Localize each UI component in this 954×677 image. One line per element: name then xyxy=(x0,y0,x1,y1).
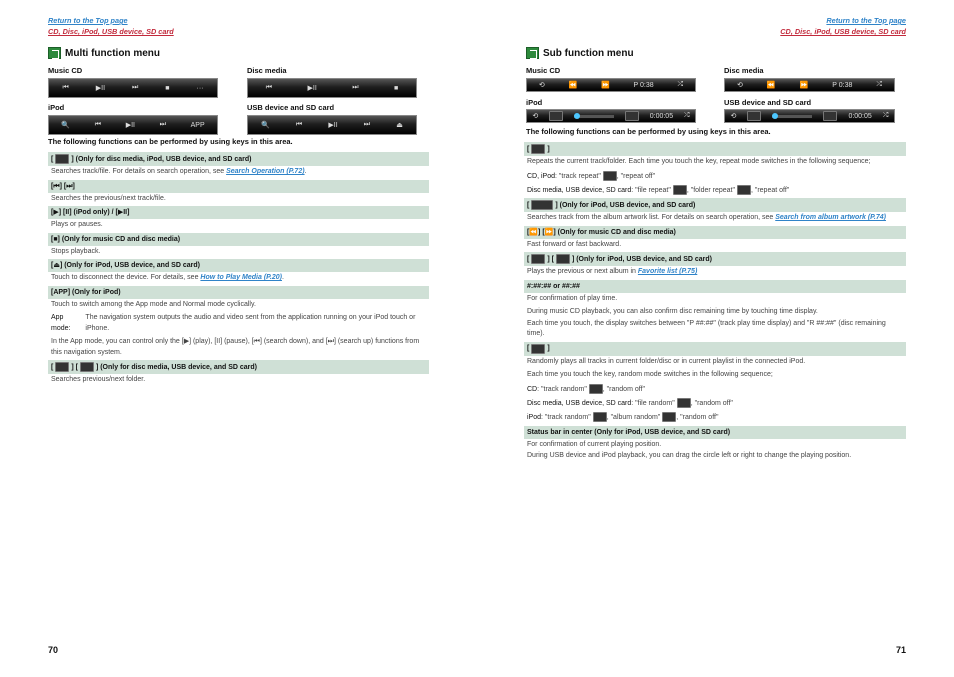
repeat-icon[interactable]: ⟲ xyxy=(532,113,539,120)
intro-right: The following functions can be performed by using keys in this area. xyxy=(526,127,771,136)
album-list-icon xyxy=(531,200,553,210)
status-bar[interactable] xyxy=(772,115,812,118)
file-repeat-icon xyxy=(673,185,687,195)
rewind-icon[interactable]: ⏪ xyxy=(766,82,776,89)
music-cd-subbar xyxy=(526,78,696,92)
album-random-icon xyxy=(662,412,676,422)
right-sections xyxy=(524,142,906,464)
label-music-cd: Music CD xyxy=(48,66,83,75)
rewind-icon[interactable]: ⏪ xyxy=(568,82,578,89)
book-icon xyxy=(48,47,61,59)
repeat-icon[interactable]: ⟲ xyxy=(730,113,737,120)
section-folder: [ ] [ ] (Only for disc media, USB device, and SD card) Searches previous/next folder. xyxy=(48,360,429,388)
music-cd-bar xyxy=(48,78,218,98)
repeat-icon[interactable]: ⟲ xyxy=(736,82,743,89)
prev-icon[interactable]: ⏮ xyxy=(94,121,102,128)
label-usb-sd: USB device and SD card xyxy=(724,98,812,107)
section-play-pause: [▶] [II] (iPod only) / [▶II] Plays or pauses. xyxy=(48,206,429,233)
favorite-list-link[interactable]: Favorite list (P.75) xyxy=(637,268,698,276)
cd-disc-link[interactable]: CD, Disc, iPod, USB device, SD card xyxy=(780,27,906,36)
label-disc-media: Disc media xyxy=(247,66,287,75)
folder-next-icon xyxy=(80,362,94,372)
label-ipod: iPod xyxy=(48,103,65,112)
play-pause-icon[interactable]: ▶II xyxy=(328,122,338,129)
position-handle[interactable] xyxy=(574,113,580,119)
return-top-link[interactable]: Return to the Top page xyxy=(48,16,128,25)
next-album-icon[interactable] xyxy=(625,111,639,121)
prev-album-icon xyxy=(531,254,545,264)
random-icon[interactable]: ⤮ xyxy=(677,81,684,88)
time-display[interactable]: 0:00:05 xyxy=(649,112,674,120)
next-icon[interactable]: ⏭ xyxy=(159,121,166,128)
ff-icon[interactable]: ⏩ xyxy=(799,82,809,89)
next-icon[interactable]: ⏭ xyxy=(363,121,371,128)
left-sections xyxy=(48,152,429,388)
section-prev-next-album: [ ] [ ] (Only for iPod, USB device, and SD card) Plays the previous or next album in Favorite list (P.75) xyxy=(524,252,906,280)
app-mode-label: App mode: xyxy=(51,314,71,332)
search-icon[interactable]: 🔍 xyxy=(61,122,71,129)
return-top-link[interactable]: Return to the Top page xyxy=(826,16,906,25)
stop-icon[interactable]: ■ xyxy=(393,84,399,92)
album-icon[interactable] xyxy=(549,111,563,121)
eject-icon[interactable]: ⏏ xyxy=(396,122,403,129)
app-mode-text: The navigation system outputs the audio and video sent from the application running on your iPod touch or iPhone. xyxy=(85,314,416,332)
multi-function-heading: Multi function menu xyxy=(48,47,160,59)
page-number-left: 70 xyxy=(48,645,59,655)
ipod-subbar xyxy=(526,109,696,123)
intro-left: The following functions can be performed by using keys in this area. xyxy=(48,137,293,146)
app-button[interactable]: APP xyxy=(190,121,205,129)
prev-icon[interactable]: ⏮ xyxy=(62,84,69,91)
random-icon[interactable]: ⤮ xyxy=(683,112,690,119)
status-bar[interactable] xyxy=(574,115,614,118)
book-icon xyxy=(526,47,539,59)
more-icon[interactable]: ··· xyxy=(196,84,204,92)
sub-function-heading: Sub function menu xyxy=(526,47,634,59)
next-album-icon xyxy=(556,254,570,264)
app-mode-para: In the App mode, you can control only the [▶] (play), [II] (pause), [⏮] (search down), and [⏭] (search up) functions from this navigation system. xyxy=(51,338,420,356)
section-time: #:##:## or ##:## For confirmation of play time. During music CD playback, you can also confirm disc remaining time by touching time display. Each time you touch, the display switches between "P ##:##" (track play time display) and "R ##:##" (disc remaining time). xyxy=(524,280,906,342)
play-pause-icon[interactable]: ▶II xyxy=(95,85,106,92)
prev-icon[interactable]: ⏮ xyxy=(295,121,303,128)
usb-subbar xyxy=(724,109,895,123)
ff-icon[interactable]: ⏩ xyxy=(601,82,610,89)
section-search: [ ] (Only for disc media, iPod, USB device, and SD card) Searches track/file. For details on search operation, see Search Operation (P.72). xyxy=(48,152,429,180)
disc-media-subbar xyxy=(724,78,895,92)
section-ff: [⏪] [⏩] (Only for music CD and disc media) Fast forward or fast backward. xyxy=(524,226,906,253)
random-icon xyxy=(531,344,545,354)
cd-disc-link[interactable]: CD, Disc, iPod, USB device, SD card xyxy=(48,27,174,36)
section-prev-next: [⏮] [⏭] Searches the previous/next track/file. xyxy=(48,180,429,207)
disc-media-bar xyxy=(247,78,417,98)
prev-icon[interactable]: ⏮ xyxy=(265,84,273,91)
search-operation-link[interactable]: Search Operation (P.72) xyxy=(226,168,305,175)
folder-repeat-icon xyxy=(737,185,751,195)
album-icon[interactable] xyxy=(747,111,761,121)
next-album-icon[interactable] xyxy=(823,111,837,121)
search-icon xyxy=(55,154,69,164)
section-app: [APP] (Only for iPod) Touch to switch among the App mode and Normal mode cyclically. App mode: The navigation system outputs the audio and video sent from the application running on your iPod touch or iPhone. In the App mode, you can control only the [▶] (play), [II] (pause), [⏮] (search down), and [⏭] (search up) functions from this navigation system. xyxy=(48,286,429,361)
track-repeat-icon xyxy=(603,171,617,181)
repeat-icon[interactable]: ⟲ xyxy=(538,82,545,89)
top-links-right xyxy=(780,15,906,37)
how-to-play-link[interactable]: How to Play Media (P.20) xyxy=(200,274,282,281)
track-random-icon xyxy=(589,384,603,394)
play-pause-icon[interactable]: ▶II xyxy=(125,122,135,129)
repeat-icon xyxy=(531,144,545,154)
section-status: Status bar in center (Only for iPod, USB device, and SD card) For confirmation of current playing position. During USB device and iPod playback, you can drag the circle left or right to change the playing position. xyxy=(524,426,906,464)
play-pause-icon[interactable]: ▶II xyxy=(307,85,317,92)
label-ipod: iPod xyxy=(526,98,543,107)
random-icon[interactable]: ⤮ xyxy=(876,81,882,88)
file-random-icon xyxy=(677,398,691,408)
page-number-right: 71 xyxy=(895,645,906,655)
next-icon[interactable]: ⏭ xyxy=(352,84,359,91)
stop-icon[interactable]: ■ xyxy=(165,84,170,92)
label-usb-sd: USB device and SD card xyxy=(247,103,335,112)
label-disc-media: Disc media xyxy=(724,66,764,75)
label-music-cd: Music CD xyxy=(526,66,561,75)
section-repeat: [ ] Repeats the current track/folder. Each time you touch the key, repeat mode switches in the following sequence; CD, iPod: "track repeat" , "repeat off" Disc media, USB device, SD card: "file repeat" , "folder repeat" , "repeat off" xyxy=(524,142,906,198)
section-random: [ ] Randomly plays all tracks in current folder/disc or in current playlist in the connected iPod. Each time you touch the key, random mode switches in the following sequence; CD: "track random" , "random off" Disc media, USB device, SD card: "file random" , "random off" iPod: "track random" , "album random" , "random off" xyxy=(524,342,906,426)
section-eject: [⏏] (Only for iPod, USB device, and SD card) Touch to disconnect the device. For details, see How to Play Media (P.20). xyxy=(48,259,429,286)
track-random-icon xyxy=(593,412,607,422)
time-display[interactable]: P 0:38 xyxy=(633,81,654,89)
usb-sd-bar xyxy=(247,115,417,135)
top-links-left xyxy=(48,15,174,37)
section-album: [ ] (Only for iPod, USB device, and SD card) Searches track from the album artwork list. For details on search operation, see Search from album artwork (P.74) xyxy=(524,198,906,226)
time-display[interactable]: 0:00:05 xyxy=(848,112,872,120)
position-handle[interactable] xyxy=(772,113,778,119)
next-icon[interactable]: ⏭ xyxy=(132,84,139,91)
search-icon[interactable]: 🔍 xyxy=(261,122,270,129)
time-display[interactable]: P 0:38 xyxy=(832,81,853,89)
album-artwork-link[interactable]: Search from album artwork (P.74) xyxy=(775,214,886,222)
folder-prev-icon xyxy=(55,362,69,372)
random-icon[interactable]: ⤮ xyxy=(882,112,889,119)
ipod-bar xyxy=(48,115,218,135)
section-stop: [■] (Only for music CD and disc media) Stops playback. xyxy=(48,233,429,260)
